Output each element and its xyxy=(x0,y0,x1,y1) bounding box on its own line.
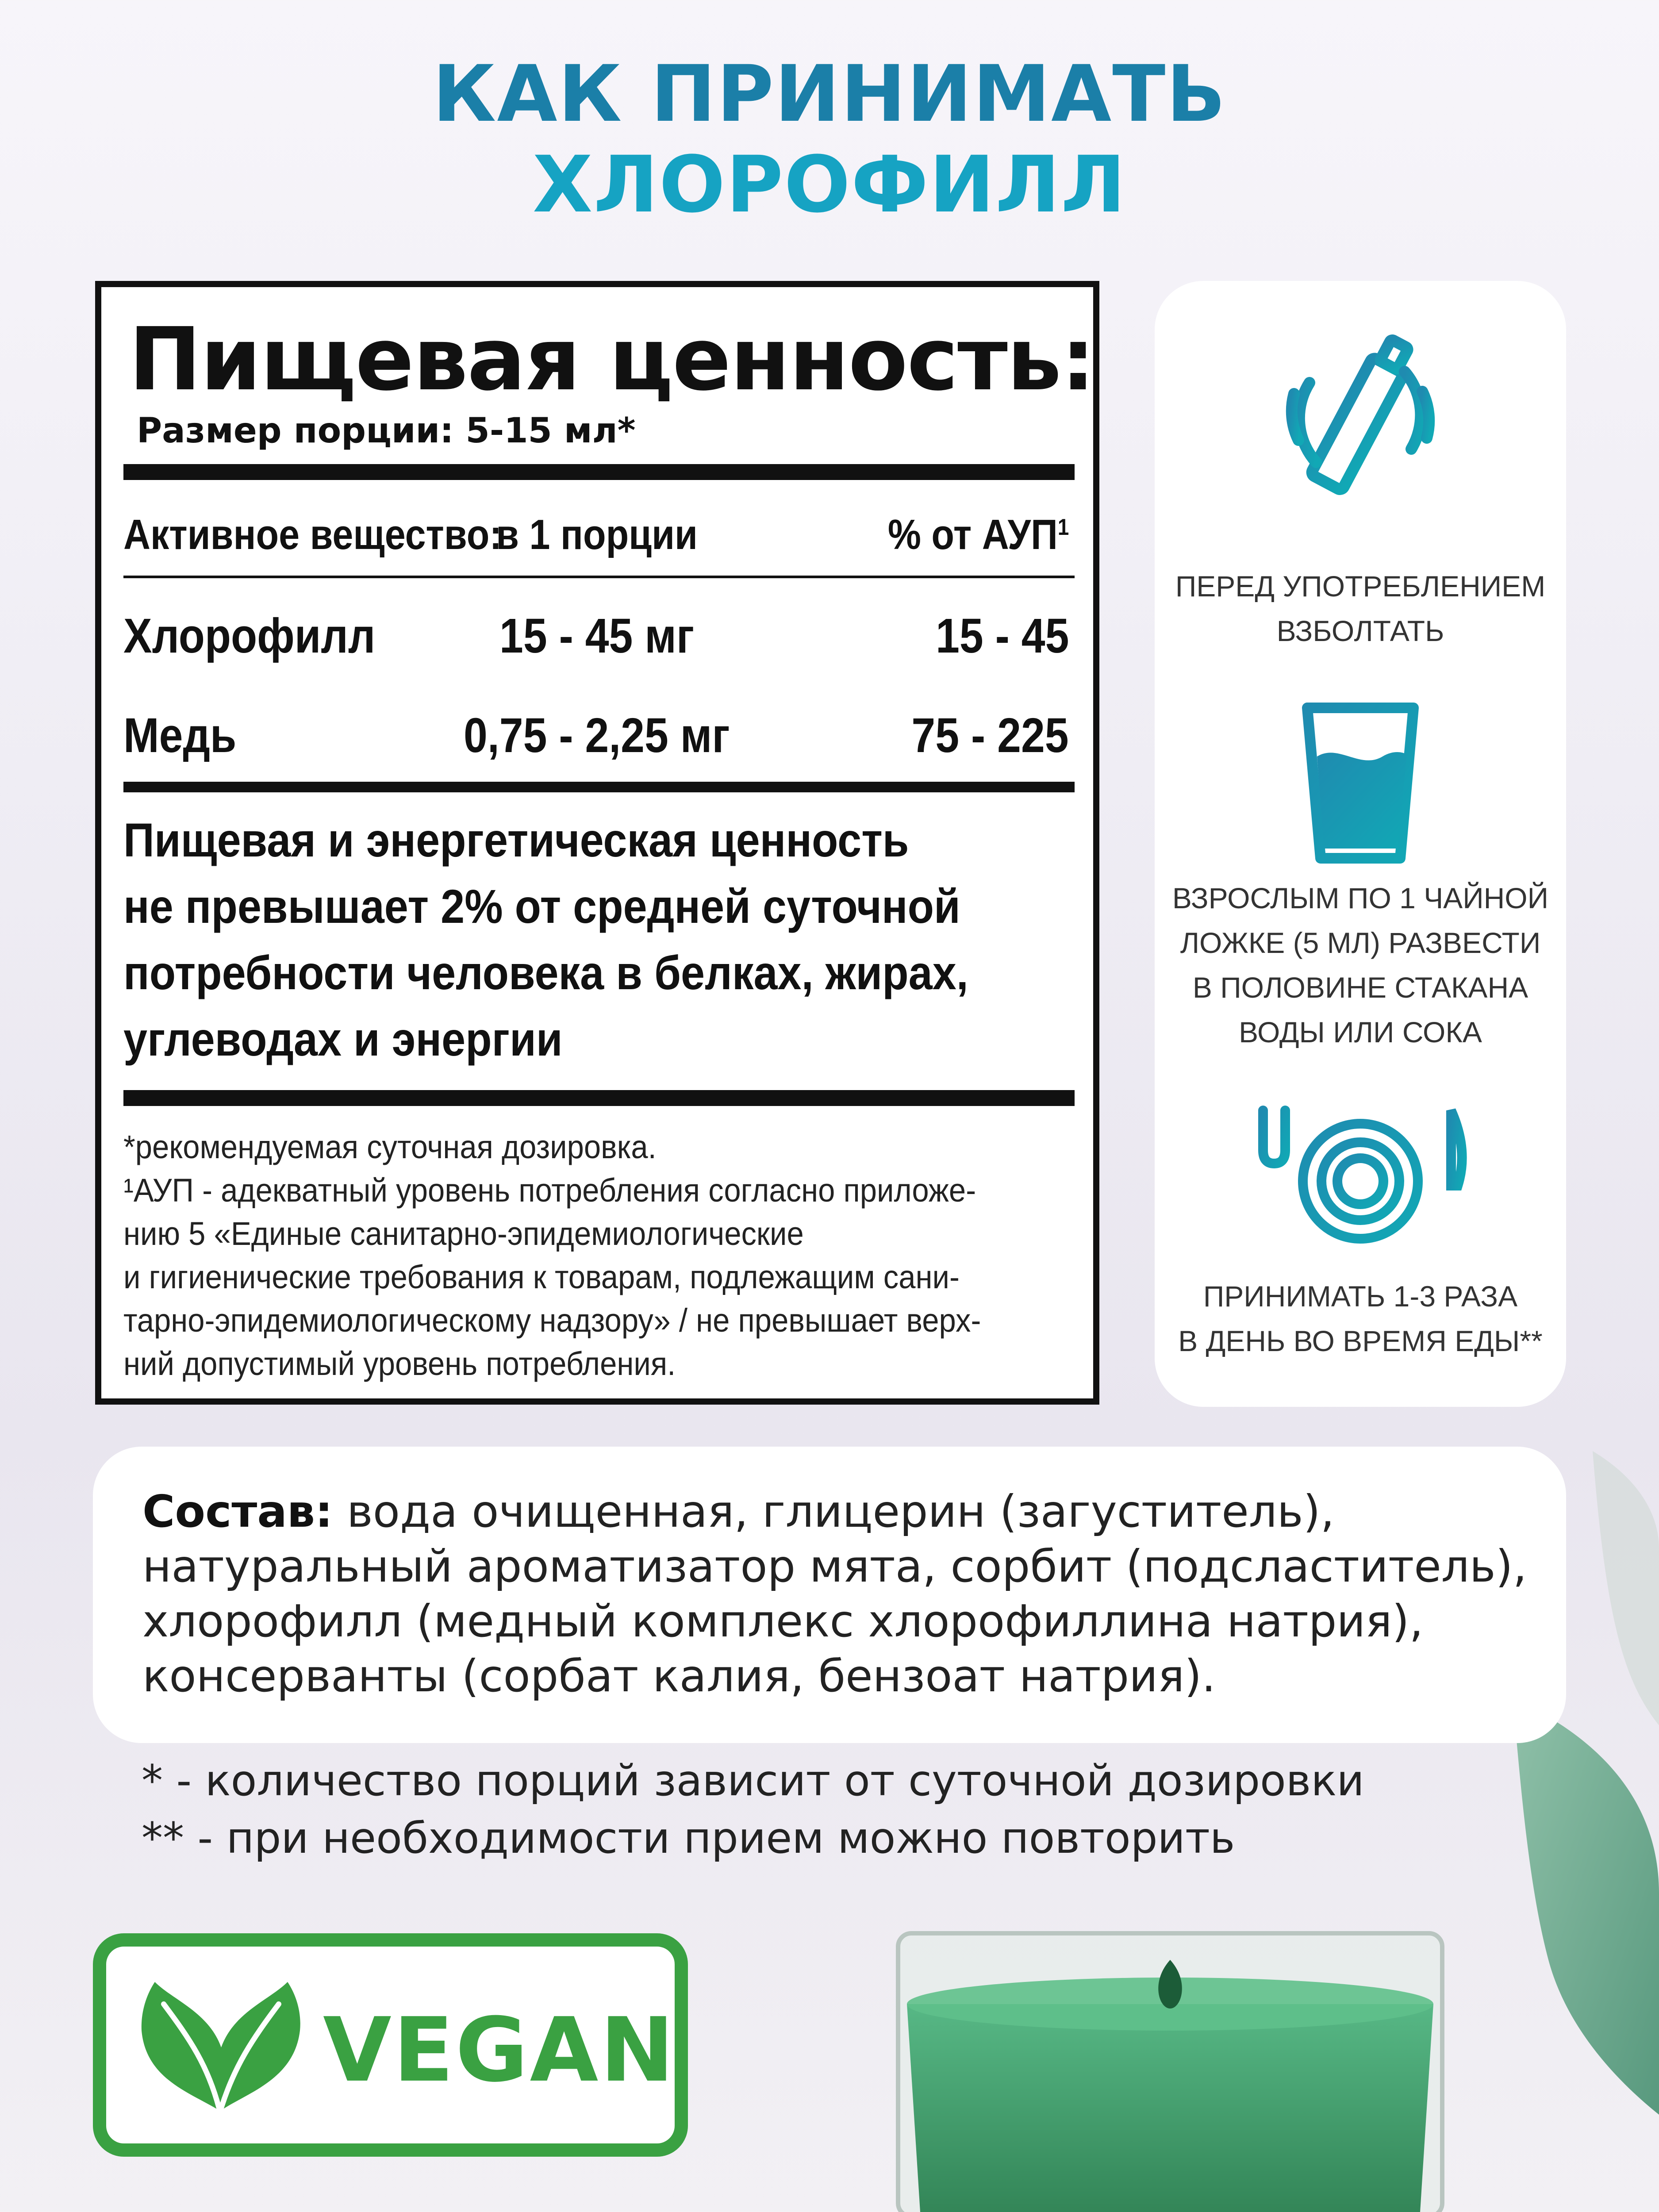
nutrition-facts-panel xyxy=(95,281,1099,1405)
composition-panel xyxy=(93,1447,1566,1743)
composition-line: консерванты (сорбат калия, бензоат натрия). xyxy=(142,1650,1216,1702)
nutrition-heading: Пищевая ценность: xyxy=(129,309,1095,410)
usage-instructions-card xyxy=(1155,281,1566,1407)
title-line-2: ХЛОРОФИЛЛ xyxy=(532,139,1127,230)
table-row-name: Хлорофилл xyxy=(123,609,376,663)
composition-line-text: вода очищенная, глицерин (загуститель), xyxy=(333,1486,1335,1537)
instruction-line: ЛОЖКЕ (5 МЛ) РАЗВЕСТИ xyxy=(1180,926,1541,959)
instruction-line: В ПОЛОВИНЕ СТАКАНА xyxy=(1192,971,1528,1004)
instruction-line: ПЕРЕД УПОТРЕБЛЕНИЕМ xyxy=(1175,570,1546,603)
vegan-label: VEGAN xyxy=(323,1999,676,2102)
instruction-dosage-text xyxy=(1155,1274,1566,1363)
divider xyxy=(123,1090,1075,1106)
composition-line xyxy=(142,1484,1549,1539)
notes xyxy=(142,1752,1364,1867)
instruction-dilute-text xyxy=(1155,876,1566,1055)
glass-of-water-icon xyxy=(1155,699,1566,869)
divider xyxy=(123,782,1075,792)
footnotes xyxy=(123,1125,1079,1386)
instruction-line: В ДЕНЬ ВО ВРЕМЯ ЕДЫ** xyxy=(1178,1325,1543,1357)
composition-label: Состав: xyxy=(142,1486,333,1537)
composition-text xyxy=(142,1484,1549,1704)
footnote-line: нию 5 «Единые санитарно-эпидемиологические xyxy=(123,1215,804,1252)
table-row-name: Медь xyxy=(123,708,237,763)
table-row-percent: 75 - 225 xyxy=(911,708,1069,763)
title-line-1: КАК ПРИНИМАТЬ xyxy=(432,49,1227,139)
column-header-per-portion: в 1 порции xyxy=(496,511,698,558)
instruction-line: ВОДЫ ИЛИ СОКА xyxy=(1239,1016,1482,1048)
plate-fork-knife-icon xyxy=(1155,1102,1566,1263)
shake-bottle-icon xyxy=(1155,316,1566,522)
footnote-line: тарно-эпидемиологическому надзору» / не превышает верх- xyxy=(123,1302,981,1339)
divider xyxy=(123,464,1075,480)
instruction-line: ВЗБОЛТАТЬ xyxy=(1276,614,1444,647)
energy-line: потребности человека в белках, жирах, xyxy=(123,946,968,999)
portion-size: Размер порции: 5-15 мл* xyxy=(137,411,636,451)
column-header-percent: % от АУП$^1$ xyxy=(887,511,1069,558)
leaves-icon xyxy=(137,1978,305,2117)
note-line: ** - при необходимости прием можно повторить xyxy=(142,1813,1235,1863)
energy-statement xyxy=(123,807,1070,1072)
composition-line: хлорофилл (медный комплекс хлорофиллина натрия), xyxy=(142,1595,1424,1647)
vegan-badge xyxy=(93,1933,688,2157)
table-row-percent: 15 - 45 xyxy=(935,609,1069,663)
instruction-line: ВЗРОСЛЫМ ПО 1 ЧАЙНОЙ xyxy=(1172,882,1549,914)
note-line: * - количество порций зависит от суточной дозировки xyxy=(142,1756,1364,1805)
column-header-substance: Активное вещество: xyxy=(123,511,502,558)
footnote-line: ний допустимый уровень потребления. xyxy=(123,1345,676,1382)
page-title xyxy=(0,49,1659,230)
composition-line: натуральный ароматизатор мята, сорбит (подсластитель), xyxy=(142,1540,1527,1592)
instruction-shake-text xyxy=(1155,564,1566,653)
footnote-line: и гигиенические требования к товарам, подлежащим сани- xyxy=(123,1259,960,1295)
energy-line: Пищевая и энергетическая ценность xyxy=(123,813,909,867)
footnote-line: *рекомендуемая суточная дозировка. xyxy=(123,1129,657,1165)
energy-line: не превышает 2% от средней суточной xyxy=(123,879,960,933)
divider xyxy=(123,576,1075,578)
instruction-line: ПРИНИМАТЬ 1-3 РАЗА xyxy=(1203,1280,1518,1313)
energy-line: углеводах и энергии xyxy=(123,1012,563,1066)
table-row-per-portion: 15 - 45 мг xyxy=(499,609,695,663)
table-row-per-portion: 0,75 - 2,25 мг xyxy=(464,708,730,763)
footnote-line: ¹АУП - адекватный уровень потребления согласно приложе- xyxy=(123,1172,976,1209)
